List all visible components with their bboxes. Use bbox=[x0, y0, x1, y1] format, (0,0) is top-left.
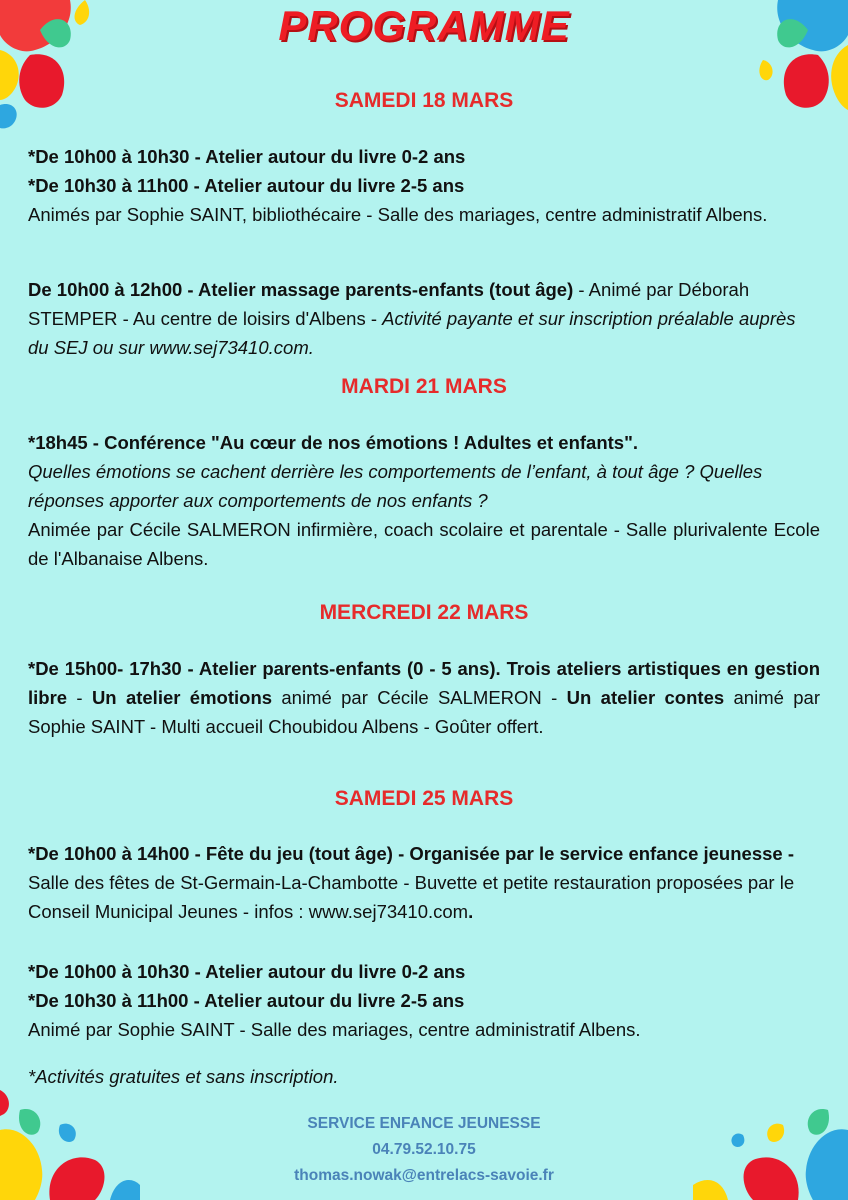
event-massage-18 bbox=[28, 275, 820, 362]
day-heading-mardi-21: MARDI 21 MARS bbox=[341, 375, 507, 398]
event-description: Animé par Sophie SAINT - Salle des mariages, centre administratif Albens. bbox=[28, 1019, 641, 1040]
event-description: animé par Cécile SALMERON - bbox=[272, 687, 567, 708]
event-time-line: *De 10h30 à 11h00 - Atelier autour du livre 2-5 ans bbox=[28, 175, 465, 196]
event-note: Activité payante et sur inscription préalable auprès du SEJ ou sur www.sej73410.com. bbox=[28, 308, 796, 358]
event-title: *18h45 - Conférence "Au cœur de nos émotions ! Adultes et enfants". bbox=[28, 432, 638, 453]
event-time-line: *De 10h00 à 10h30 - Atelier autour du livre 0-2 ans bbox=[28, 961, 466, 982]
contact-footer bbox=[0, 1111, 848, 1189]
event-question: Quelles émotions se cachent derrière les comportements de l’enfant, à tout âge ? Quelles réponses apporter aux comportements de nos enfants ? bbox=[28, 461, 763, 511]
event-atelier-livre-18 bbox=[28, 142, 820, 229]
event-description: animé par Sophie SAINT - Multi accueil Choubidou Albens - Goûter offert. bbox=[28, 687, 820, 737]
event-fete-du-jeu-25 bbox=[28, 839, 820, 926]
event-period: . bbox=[468, 901, 474, 922]
email-address: thomas.nowak@entrelacs-savoie.fr bbox=[294, 1167, 554, 1184]
event-time-line: *De 10h00 à 10h30 - Atelier autour du livre 0-2 ans bbox=[28, 146, 466, 167]
event-subtitle: Un atelier contes bbox=[566, 687, 725, 708]
event-title: De 10h00 à 12h00 - Atelier massage parents-enfants (tout âge) bbox=[28, 279, 574, 300]
day-heading-mercredi-22: MERCREDI 22 MARS bbox=[319, 601, 529, 624]
footnote: *Activités gratuites et sans inscription. bbox=[28, 1066, 339, 1087]
event-title: *De 15h00- 17h30 - Atelier parents-enfants (0 - 5 ans). Trois ateliers artistiques en gestion libre bbox=[28, 658, 820, 708]
phone-number: 04.79.52.10.75 bbox=[372, 1141, 476, 1158]
event-subtitle: Un atelier émotions bbox=[91, 687, 273, 708]
event-description: Animés par Sophie SAINT, bibliothécaire - Salle des mariages, centre administratif Albens. bbox=[28, 204, 768, 225]
event-conference-21 bbox=[28, 428, 820, 573]
event-description: Animée par Cécile SALMERON infirmière, coach scolaire et parentale - Salle plurivalente Ecole de l'Albanaise Albens. bbox=[28, 519, 820, 569]
page-title: PROGRAMME bbox=[278, 2, 570, 49]
event-title: *De 10h00 à 14h00 - Fête du jeu (tout âge) - Organisée par le service enfance jeunesse - bbox=[28, 843, 794, 864]
event-separator: - bbox=[67, 687, 92, 708]
event-atelier-parents-22 bbox=[28, 654, 820, 741]
event-description: - Animé par Déborah STEMPER - Au centre de loisirs d'Albens - bbox=[28, 279, 750, 329]
event-atelier-livre-25 bbox=[28, 957, 820, 1044]
event-time-line: *De 10h30 à 11h00 - Atelier autour du livre 2-5 ans bbox=[28, 990, 465, 1011]
day-heading-samedi-18: SAMEDI 18 MARS bbox=[334, 89, 514, 112]
day-heading-samedi-25: SAMEDI 25 MARS bbox=[334, 787, 514, 810]
service-name: SERVICE ENFANCE JEUNESSE bbox=[307, 1115, 541, 1132]
event-description: Salle des fêtes de St-Germain-La-Chambotte - Buvette et petite restauration proposées par le Conseil Municipal Jeunes - infos : www.sej73410.com bbox=[28, 872, 795, 922]
